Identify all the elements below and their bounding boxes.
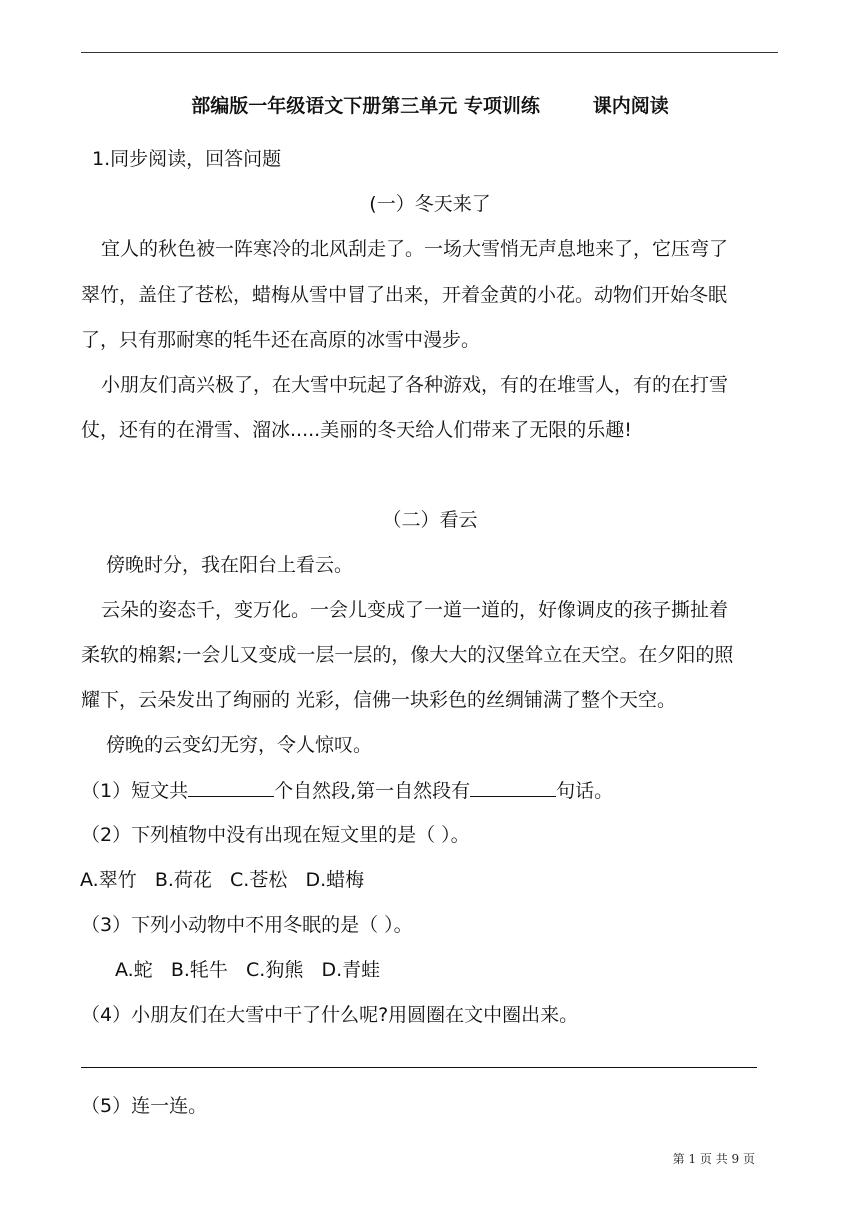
question-1-text: （1）短文共 xyxy=(81,780,189,802)
passage2-line: 傍晚时分，我在阳台上看云。 xyxy=(106,554,354,576)
question-1-text: 个自然段,第一自然段有 xyxy=(274,780,471,802)
document-title: 部编版一年级语文下册第三单元 专项训练 课内阅读 xyxy=(191,95,669,117)
page-number: 第 1 页 共 9 页 xyxy=(672,1152,755,1166)
passage2-line: 柔软的棉絮;一会儿又变成一层一层的，像大大的汉堡耸立在天空。在夕阳的照 xyxy=(81,644,734,666)
question-3-options: A.蛇 B.牦牛 C.狗熊 D.青蛙 xyxy=(115,959,381,981)
question-4: （4）小朋友们在大雪中干了什么呢?用圆圈在文中圈出来。 xyxy=(81,1004,579,1026)
question-1-text: 句话。 xyxy=(556,780,614,802)
question-5: （5）连一连。 xyxy=(81,1095,208,1117)
question-heading: 1.同步阅读，回答问题 xyxy=(92,148,282,170)
answer-blank[interactable] xyxy=(188,778,274,797)
question-1 xyxy=(81,778,613,803)
question-3: （3）下列小动物中不用冬眠的是（ ）。 xyxy=(81,914,413,936)
passage2-line: 傍晚的云变幻无穷，令人惊叹。 xyxy=(106,734,373,756)
passage1-line: 小朋友们高兴极了，在大雪中玩起了各种游戏，有的在堆雪人，有的在打雪 xyxy=(101,374,729,396)
passage1-heading: (一）冬天来了 xyxy=(369,193,491,215)
answer-blank[interactable] xyxy=(470,778,556,797)
question-2: （2）下列植物中没有出现在短文里的是（ ）。 xyxy=(81,824,470,846)
passage2-line: 耀下，云朵发出了绚丽的 光彩，信佛一块彩色的丝绸铺满了整个天空。 xyxy=(81,689,677,711)
passage2-line: 云朵的姿态千，变万化。一会儿变成了一道一道的，好像调皮的孩子撕扯着 xyxy=(101,599,729,621)
passage2-heading: （二）看云 xyxy=(382,509,478,531)
passage1-line: 宜人的秋色被一阵寒冷的北风刮走了。一场大雪悄无声息地来了，它压弯了 xyxy=(101,238,729,260)
answer-line[interactable] xyxy=(81,1067,757,1068)
passage1-line: 翠竹，盖住了苍松，蜡梅从雪中冒了出来，开着金黄的小花。动物们开始冬眠 xyxy=(81,284,728,306)
question-2-options: A.翠竹 B.荷花 C.苍松 D.蜡梅 xyxy=(80,869,365,891)
passage1-line: 仗，还有的在滑雪、溜冰.....美丽的冬天给人们带来了无限的乐趣! xyxy=(81,419,632,441)
passage1-line: 了，只有那耐寒的牦牛还在高原的冰雪中漫步。 xyxy=(81,329,481,351)
header-rule xyxy=(81,52,778,53)
